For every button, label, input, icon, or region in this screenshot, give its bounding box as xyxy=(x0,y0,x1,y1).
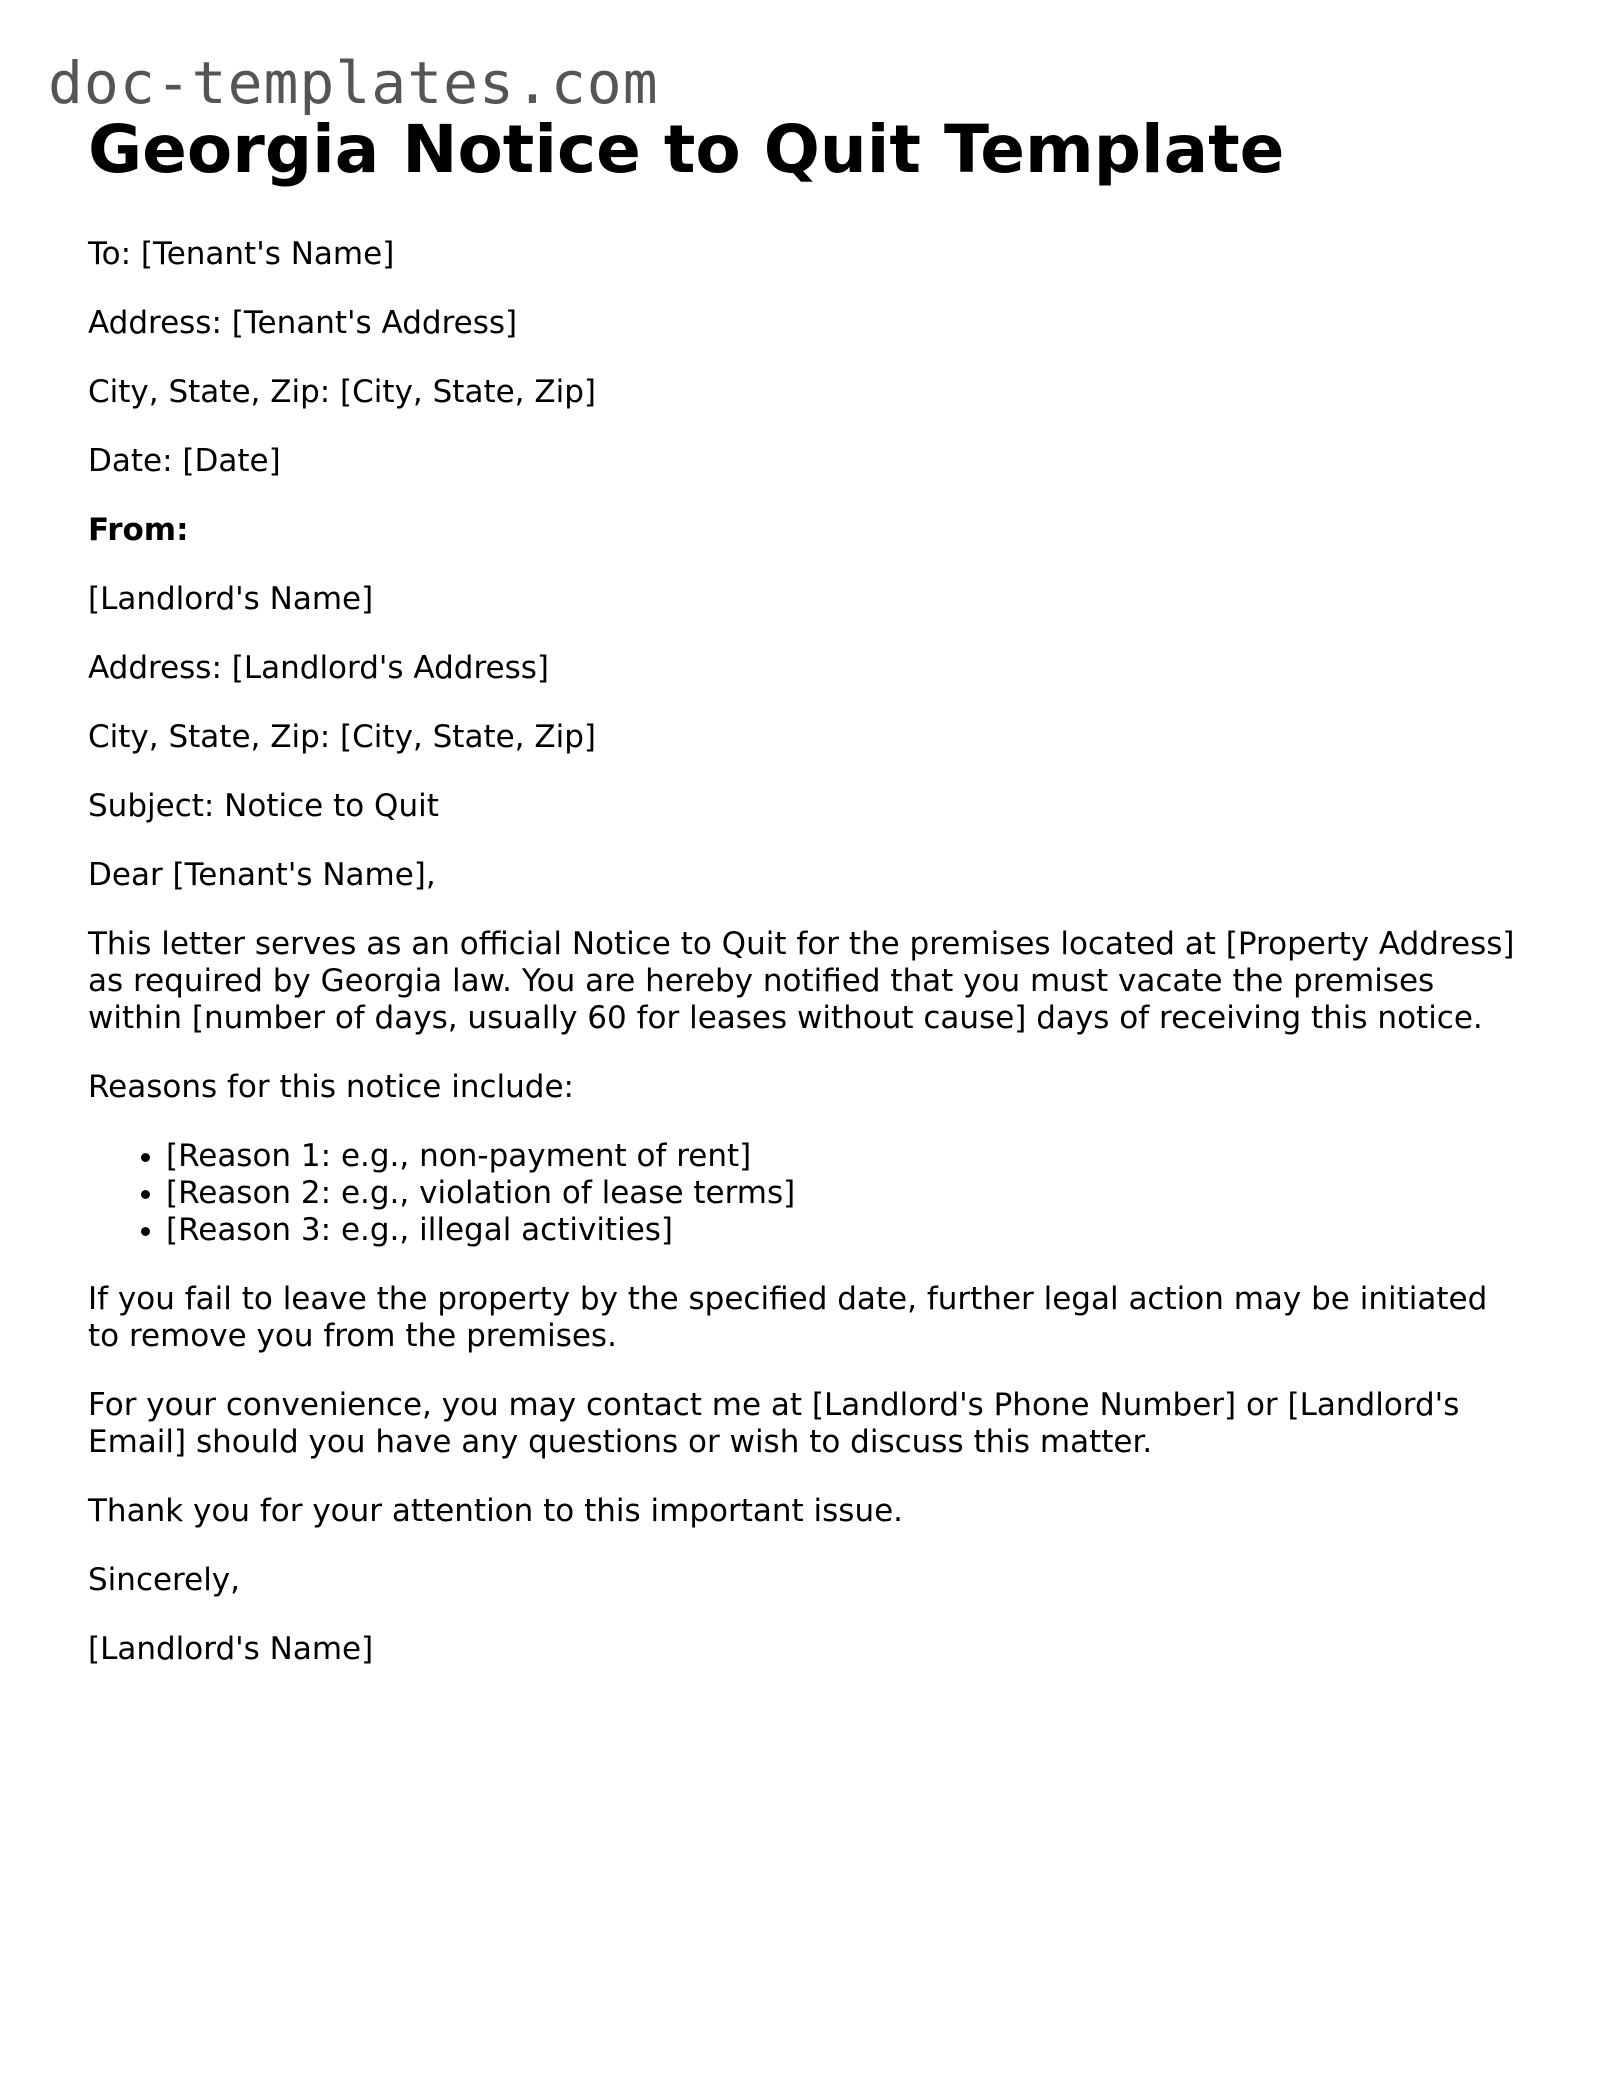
salutation: Dear [Tenant's Name], xyxy=(88,857,436,893)
subject-line: Subject: Notice to Quit xyxy=(88,788,439,824)
body-paragraph-intro: This letter serves as an official Notice to Quit for the premises located at [Property Address] as required by Georgia law. You are hereby notified that you must vacate the premises within [number of days, usually 60 for leases without cause] days of receiving this notice. xyxy=(88,926,1515,1036)
notice-date: Date: [Date] xyxy=(88,443,281,479)
from-city-state-zip: City, State, Zip: [City, State, Zip] xyxy=(88,719,597,755)
body-paragraph-warning: If you fail to leave the property by the specified date, further legal action may be initiated to remove you from the premises. xyxy=(88,1281,1488,1354)
signature-name: [Landlord's Name] xyxy=(88,1631,374,1667)
from-landlord-address: Address: [Landlord's Address] xyxy=(88,650,549,686)
body-paragraph-contact: For your convenience, you may contact me at [Landlord's Phone Number] or [Landlord's Email] should you have any questions or wish to discuss this matter. xyxy=(88,1387,1460,1460)
document-body xyxy=(88,108,1528,1700)
from-label: From: xyxy=(88,512,189,548)
document-title: Georgia Notice to Quit Template xyxy=(88,111,1285,188)
to-tenant-name: To: [Tenant's Name] xyxy=(88,236,395,272)
list-item: • [Reason 2: e.g., violation of lease terms] xyxy=(166,1175,1528,1212)
reasons-list xyxy=(88,1138,1528,1249)
from-landlord-name: [Landlord's Name] xyxy=(88,581,374,617)
body-paragraph-thanks: Thank you for your attention to this important issue. xyxy=(88,1493,904,1529)
list-item: • [Reason 3: e.g., illegal activities] xyxy=(166,1212,1528,1249)
reasons-intro: Reasons for this notice include: xyxy=(88,1069,574,1105)
site-watermark: doc-templates.com xyxy=(48,49,659,117)
to-tenant-address: Address: [Tenant's Address] xyxy=(88,305,518,341)
list-item: • [Reason 1: e.g., non-payment of rent] xyxy=(166,1138,1528,1175)
to-city-state-zip: City, State, Zip: [City, State, Zip] xyxy=(88,374,597,410)
closing: Sincerely, xyxy=(88,1562,241,1598)
